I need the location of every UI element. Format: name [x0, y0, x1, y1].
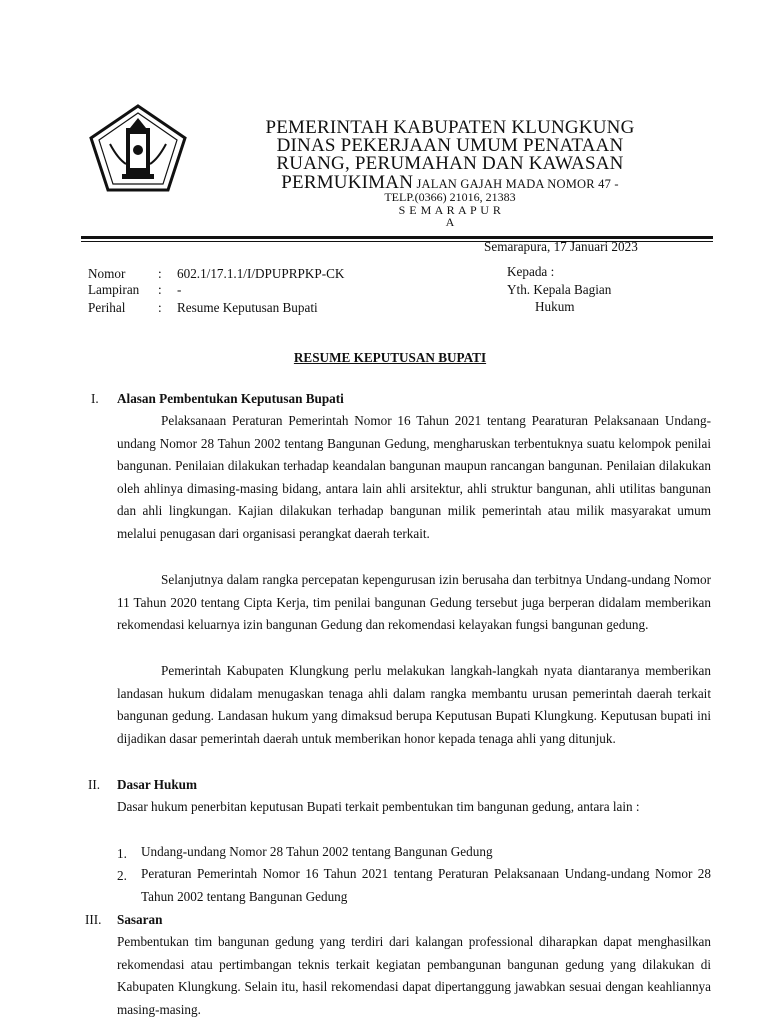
section-1-paragraph-2-text: Selanjutnya dalam rangka percepatan kepengurusan izin berusaha dan terbitnya Undang-undang Nomor 11 Tahun 2020 tentang Cipta Kerja, tim penilai bangunan Gedung tersebut juga berperan didalam memberikan rekomendasi keluarnya izin bangunan Gedung dan rekomendasi kelayakan fungsi bangunan gedung.: [117, 572, 711, 633]
section-1-number: I.: [91, 391, 99, 406]
legal-item-1-number: 1.: [117, 846, 127, 861]
recipient-hukum: Hukum: [535, 299, 575, 314]
section-1-paragraph-1-text: Pelaksanaan Peraturan Pemerintah Nomor 16 Tahun 2021 tentang Pearaturan Pelaksanaan Undang-undang Nomor 28 Tahun 2002 tentang Bangunan Gedung, mengharuskan terbentuknya suatu kelompok penilai bangunan. Penilaian dilakukan terhadap keandalan bangunan maupun rancangan bangunan. Penilaian dilakukan oleh ahlinya dimasing-masing bidang, antara lain ahli arsitektur, ahli struktur bangunan, ahli utilitas bangunan dan ahli lingkungan. Kajian dilakukan terhadap bangunan milik pemerintah atau milik masyarakat umum melalui penugasan dari organisasi perangkat daerah terkait.: [117, 413, 711, 541]
legal-item-1-text: Undang-undang Nomor 28 Tahun 2002 tentang Bangunan Gedung: [141, 844, 493, 859]
section-1-paragraph-3-text: Pemerintah Kabupaten Klungkung perlu melakukan langkah-langkah nyata diantaranya memberikan landasan hukum didalam menugaskan tenaga ahli dalam rangka membantu urusan pemerintah daerah terkait bangunan gedung. Landasan hukum yang dimaksud berupa Keputusan Bupati Klungkung. Keputusan bupati ini dijadikan dasar pemerintah daerah untuk memberikan honor kepada tenaga ahli yang ditunjuk.: [117, 663, 711, 746]
nomor-sep: :: [158, 266, 162, 281]
section-1-paragraph-1: [117, 410, 711, 546]
recipient-kepada: Kepada :: [507, 264, 555, 279]
kop-line-3: RUANG, PERUMAHAN DAN KAWASAN: [276, 153, 624, 174]
letter-date: Semarapura, 17 Januari 2023: [484, 239, 638, 254]
kop-line-2: DINAS PEKERJAAN UMUM PENATAAN: [276, 135, 624, 156]
perihal-label: Perihal: [88, 300, 126, 315]
lampiran-value: -: [177, 282, 182, 297]
section-1-paragraph-3: [117, 660, 711, 750]
section-3-paragraph-1: Pembentukan tim bangunan gedung yang terdiri dari kalangan professional diharapkan dapat menghasilkan rekomendasi atau pertimbangan teknis terkait kegiatan pembangunan bangunan gedung yang dilakukan di Kabupaten Klungkung. Selain itu, hasil rekomendasi dapat dipertanggung jawabkan sesuai dengan keahliannya masing-masing.: [117, 934, 711, 1017]
kop-city-2: A: [445, 215, 455, 229]
legal-item-2-text: Peraturan Pemerintah Nomor 16 Tahun 2021 tentang Peraturan Pelaksanaan Undang-undang Nomor 28 Tahun 2002 tentang Bangunan Gedung: [141, 866, 711, 904]
perihal-sep: :: [158, 300, 162, 315]
section-1-title: Alasan Pembentukan Keputusan Bupati: [117, 391, 344, 406]
kop-line-4-main: PERMUKIMAN: [281, 172, 414, 193]
lampiran-sep: :: [158, 282, 162, 297]
kop-address: JALAN GAJAH MADA NOMOR 47 -: [413, 177, 619, 191]
section-2-intro: Dasar hukum penerbitan keputusan Bupati terkait pembentukan tim bangunan gedung, antara lain :: [117, 799, 640, 814]
section-3-title: Sasaran: [117, 912, 163, 927]
kop-city-1: S E M A R A P U R: [398, 203, 502, 217]
section-1-paragraph-2: [117, 569, 711, 637]
nomor-label: Nomor: [88, 266, 126, 281]
lampiran-label: Lampiran: [88, 282, 140, 297]
klungkung-emblem-logo: [88, 104, 188, 192]
nomor-value: 602.1/17.1.1/I/DPUPRPKP-CK: [177, 266, 345, 281]
section-2-number: II.: [88, 777, 101, 792]
perihal-value: Resume Keputusan Bupati: [177, 300, 318, 315]
recipient-yth: Yth. Kepala Bagian: [507, 282, 612, 297]
section-3-number: III.: [85, 912, 102, 927]
document-title: RESUME KEPUTUSAN BUPATI: [293, 350, 487, 365]
section-2-title: Dasar Hukum: [117, 777, 198, 792]
kop-line-1: PEMERINTAH KABUPATEN KLUNGKUNG: [265, 117, 635, 138]
legal-item-2-number: 2.: [117, 868, 127, 883]
kop-telp: TELP.(0366) 21016, 21383: [384, 190, 516, 204]
